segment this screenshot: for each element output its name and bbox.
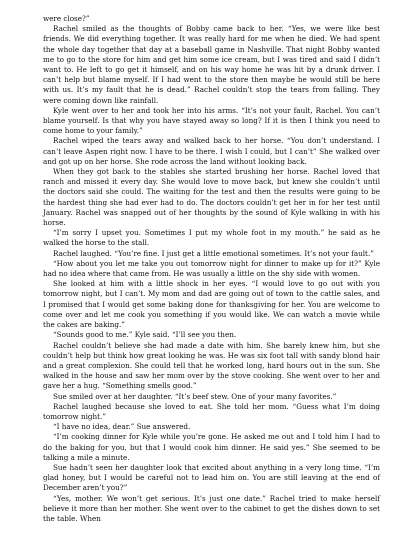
paragraph: When they got back to the stables she started brushing her horse. Rachel loved that ranch and missed it every day. She would love to move back, but knew she couldn’t until the doctors said she could. The waiting for the test and then the results were going to be the hardest thing she had ever had to do. The doctors couldn’t get her in for her test until January. Rachel was snapped out of her thoughts by the sound of Kyle walking in with his horse. — [43, 167, 380, 228]
paragraph: She looked at him with a little shock in her eyes. “I would love to go out with you tomorrow night, but I can’t. My mom and dad are going out of town to the cattle sales, and I promised that I would get some baking done for thanksgiving for her. You are welcome to come over and let me cook you something if you would like. We can watch a movie while the cakes are baking.” — [43, 279, 380, 330]
paragraph: Rachel couldn’t believe she had made a date with him. She barely knew him, but she couldn’t help but think how great looking he was. He was six foot tall with sandy blond hair and a great complexion. She could tell that he worked long, hard hours out in the sun. She walked in the house and saw her mom over by the stove cooking. She went over to her and gave her a hug. “Something smells good.” — [43, 340, 380, 391]
paragraph: Sue hadn’t seen her daughter look that excited about anything in a very long time. “I’m glad honey, but I would be careful not to lead him on. You are still leaving at the end of December aren’t you?” — [43, 462, 380, 493]
paragraph: “Yes, mother. We won’t get serious. It’s just one date.” Rachel tried to make herself believe it more than her mother. She went over to the cabinet to get the dishes down to set the table. When — [43, 493, 380, 523]
paragraph: “I’m sorry I upset you. Sometimes I put my whole foot in my mouth.” he said as he walked the horse to the stall. — [43, 228, 380, 248]
paragraph: “Sounds good to me.” Kyle said. “I’ll see you then. — [53, 330, 237, 340]
paragraph: Rachel smiled as the thoughts of Bobby came back to her. “Yes, we were like best friends. We did everything together. It was really hard for me when he died. We had spent the whole day together that day at a baseball game in Nashville. That night Bobby wanted me to go to the store for him and get him some ice cream, but I was tired and said I didn’t want to. He left to go get it himself, and on his way home he was hit by a drunk driver. I can’t help but blame myself. If I had went to the store then maybe he would still be here with us. It’s my fault that he is dead.” Rachel couldn’t stop the tears from falling. They were coming down like rainfall. — [43, 24, 380, 105]
paragraph: Sue smiled over at her daughter. “It’s beef stew. One of your many favorites.” — [53, 391, 337, 401]
paragraph: “I have no idea, dear.” Sue answered. — [53, 422, 191, 432]
paragraph: “I’m cooking dinner for Kyle while you’re gone. He asked me out and I told him I had to do the baking for you, but that I would cook him dinner. He said yes.” She seemed to be talking a mile a minute. — [43, 432, 380, 462]
paragraph: Rachel wiped the tears away and walked back to her horse. “You don’t understand. I can’t leave Aspen right now. I have to be there. I wish I could, but I can’t” She walked over and got up on her horse. She rode across the land without looking back. — [43, 136, 380, 166]
paragraph: Rachel laughed because she loved to eat. She told her mom. “Guess what I’m doing tomorrow night.” — [43, 401, 380, 421]
paragraph: Kyle went over to her and took her into his arms. “It’s not your fault, Rachel. You can’t blame yourself. Is that why you have stayed away so long? If it is then I think you need to come home to your family.” — [43, 105, 380, 136]
paragraph: were close?” — [43, 14, 90, 23]
paragraph: Rachel laughed. “You’re fine. I just get a little emotional sometimes. It’s not your fault.” — [53, 248, 374, 258]
book-page — [43, 14, 380, 524]
paragraph: “How about you let me take you out tomorrow night for dinner to make up for it?” Kyle had no idea where that came from. He was usually a little on the shy side with women. — [43, 258, 380, 279]
